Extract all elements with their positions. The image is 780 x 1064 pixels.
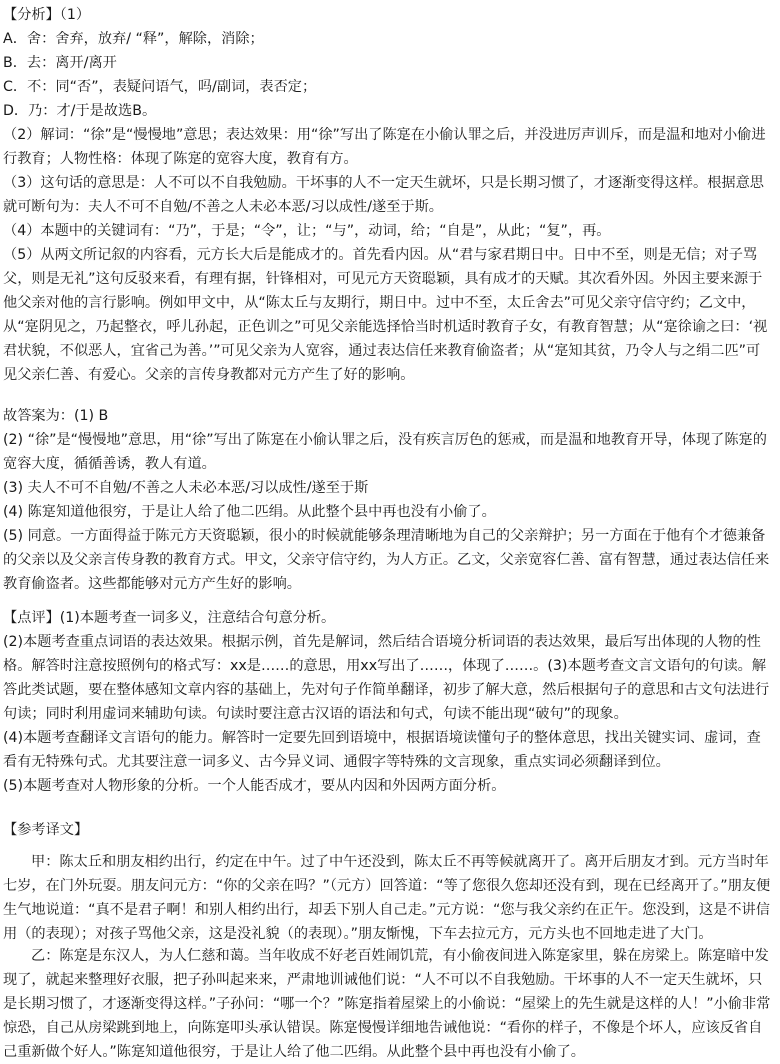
analysis-q2: （2）解词：“徐”是“慢慢地”意思；表达效果：用“徐”写出了陈寔在小偷认罪之后，并没进厉声训斥，而是温和地对小偷进行教育；人物性格：体现了陈寔的宽容大度，教育有方。 [3, 127, 766, 167]
analysis-q3: （3）这句话的意思是：人不可以不自我勉励。干坏事的人不一定天生就坏，只是长期习惯了，才逐渐变得这样。根据意思就可断句为：夫人不可不自勉/不善之人未必本恶/习以成性/遂至于斯。 [3, 175, 764, 215]
translation-yi: 乙：陈寔是东汉人，为人仁慈和蔼。当年收成不好老百姓闹饥荒，有小偷夜间进入陈寔家里，躲在房梁上。陈寔暗中发现了，就起来整理好衣服，把子孙叫起来来，严肃地训诫他们说：“人不可以不自我勉励。干坏事的人不一定天生就坏，只是长期习惯了，才逐渐变得这样。”子孙问：“哪一个？”陈寔指着屋梁上的小偷说：“屋梁上的先生就是这样的人！”小偷非常惊恐，自己从房梁跳到地上，向陈寔叩头承认错误。陈寔慢慢详细地告诫他说：“看你的样子，不像是个坏人，应该反省自己重新做个好人。”陈寔知道他很穷，于是让人给了他二匹绢。从此整个县中再也没有小偷了。 [3, 948, 771, 1060]
comment-4: (4)本题考查翻译文言语句的能力。解答时一定要先回到语境中，根据语境读懂句子的整体意思，找出关键实词、虚词，查看有无特殊句式。尤其要注意一词多义、古今异义词、通假字等特殊的文言现象，重点实词必须翻译到位。 [3, 730, 761, 770]
q1-option-c: C．不：同“否”，表疑问语气，吗/副词，表否定； [3, 79, 317, 95]
answer-5: (5) 同意。一方面得益于陈元方天资聪颖，很小的时候就能够条理清晰地为自己的父亲辩护；另一方面在于他有个才德兼备的父亲以及父亲言传身教的教育方式。甲文，父亲守信守约，为人方正。乙文，父亲宽容仁善、富有智慧，通过表达信任来教育偷盗者。这些都能够对元方产生好的影响。 [3, 528, 770, 592]
translation-heading: 【参考译文】 [3, 822, 89, 838]
translation-jia: 甲：陈太丘和朋友相约出行，约定在中午。过了中午还没到，陈太丘不再等候就离开了。离开后朋友才到。元方当时年七岁，在门外玩耍。朋友问元方：“你的父亲在吗？”（元方）回答道：“等了您很久您却还没有到，现在已经离开了。”朋友便生气地说道：“真不是君子啊！和别人相约出行，却丢下别人自己走。”元方说：“您与我父亲约在正午。您没到，这是不讲信用（的表现）；对孩子骂他父亲，这是没礼貌（的表现）。”朋友惭愧，下车去拉元方，元方头也不回地走进了大门。 [3, 854, 771, 942]
analysis-q4: （4）本题中的关键词有：“乃”，于是；“令”，让；“与”，动词，给；“自是”，从此；“复”，再。 [3, 223, 611, 239]
q1-option-d: D．乃：才/于是故选B。 [3, 103, 157, 119]
answer-4: (4) 陈寔知道他很穷，于是让人给了他二匹绢。从此整个县中再也没有小偷了。 [3, 504, 496, 520]
q1-option-a: A．舍：舍弃，放弃/ “释”，解除，消除； [3, 31, 264, 47]
answer-1: 故答案为：(1) B [3, 408, 109, 424]
analysis-q5: （5）从两文所记叙的内容看，元方长大后是能成才的。首先看内因。从“君与家君期日中。日中不至，则是无信；对子骂父，则是无礼”这句反驳来看，有理有据，针锋相对，可见元方天资聪颖，具有成才的天赋。其次看外因。外因主要来源于他父亲对他的言行影响。例如甲文中，从“陈太丘与友期行，期日中。过中不至，太丘舍去”可见父亲守信守约；乙文中，从“寔阴见之，乃起整衣，呼儿孙起，正色训之”可见父亲能选择恰当时机适时教育子女，有教育智慧；从“寔徐谕之曰：‘视君状貌，不似恶人，宜省己为善。’”可见父亲为人宽容，通过表达信任来教育偷盗者；从“寔知其贫，乃令人与之绢二匹”可见父亲仁善、有爱心。父亲的言传身教都对元方产生了好的影响。 [3, 247, 768, 383]
answer-3: (3) 夫人不可不自勉/不善之人未必本恶/习以成性/遂至于斯 [3, 480, 369, 496]
comment-1: 【点评】(1)本题考查一词多义，注意结合句意分析。 [3, 610, 336, 626]
analysis-heading: 【分析】（1） [3, 7, 91, 23]
answer-2: (2) “徐”是“慢慢地”意思，用“徐”写出了陈寔在小偷认罪之后，没有疾言厉色的惩戒，而是温和地教育开导，体现了陈寔的宽容大度，循循善诱，教人有道。 [3, 432, 767, 472]
comment-2-3: (2)本题考查重点词语的表达效果。根据示例，首先是解词，然后结合语境分析词语的表达效果，最后写出体现的人物的性格。解答时注意按照例句的格式写：xx是……的意思，用xx写出了……，体现了……。(3)本题考查文言文语句的句读。解答此类试题，要在整体感知文章内容的基础上，先对句子作简单翻译，初步了解大意，然后根据句子的意思和古文句法进行句读；同时利用虚词来辅助句读。句读时要注意古汉语的语法和句式，句读不能出现“破句”的现象。 [3, 634, 770, 722]
q1-option-b: B．去：离开/离开 [3, 55, 117, 71]
comment-5: (5)本题考查对人物形象的分析。一个人能否成才，要从内因和外因两方面分析。 [3, 778, 506, 794]
